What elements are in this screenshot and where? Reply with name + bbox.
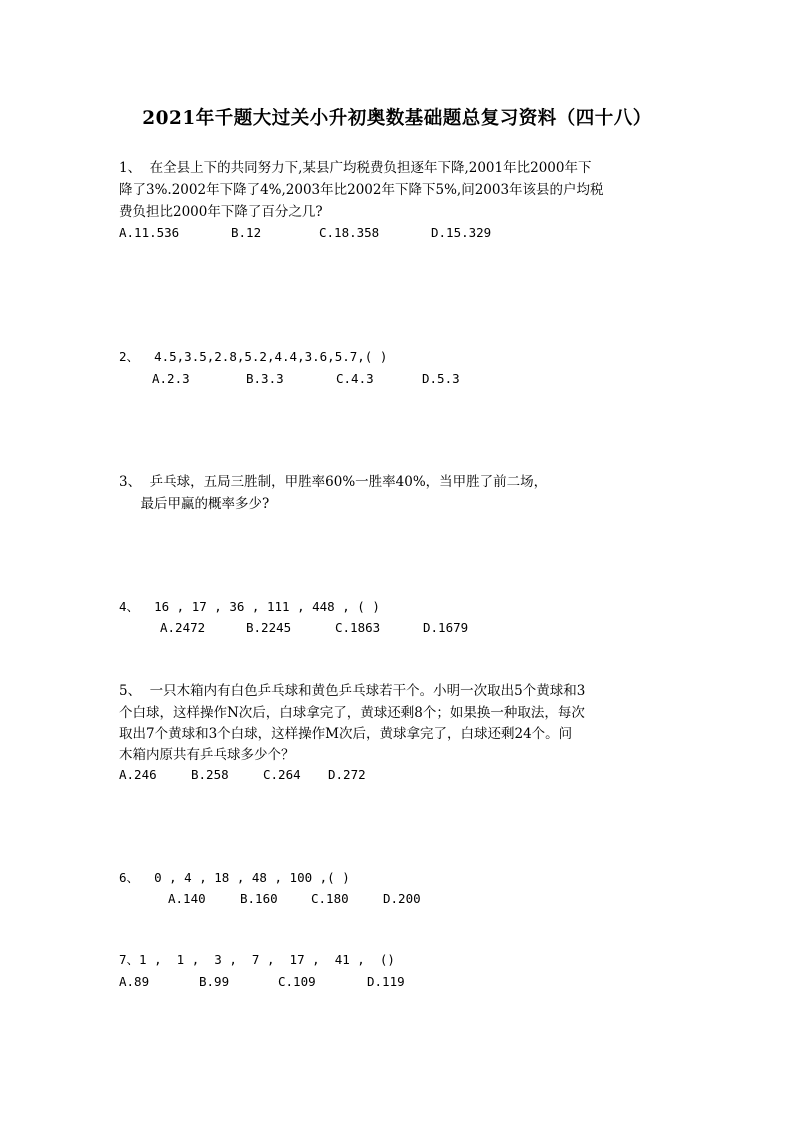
option-d: D.119: [367, 974, 405, 989]
option-a: A.246: [119, 767, 157, 782]
question-4-stem: 4、 16 , 17 , 36 , 111 , 448 , ( ): [119, 599, 380, 614]
option-a: A.2.3: [152, 371, 190, 386]
option-b: B.12: [231, 225, 262, 240]
option-c: C.4.3: [336, 371, 374, 386]
question-5-line-4: 木箱内原共有乒乓球多少个？: [119, 747, 295, 763]
option-a: A.11.536: [119, 225, 180, 240]
option-a: A.2472: [160, 620, 206, 635]
option-c: C.1863: [335, 620, 381, 635]
option-b: B.3.3: [246, 371, 284, 386]
option-a: A.89: [119, 974, 150, 989]
question-2-stem: 2、 4.5,3.5,2.8,5.2,4.4,3.6,5.7,( ): [119, 349, 388, 364]
question-6-stem: 6、 0 , 4 , 18 , 48 , 100 ,( ): [119, 870, 350, 885]
option-d: D.200: [383, 891, 421, 906]
option-d: D.5.3: [422, 371, 460, 386]
question-1-line-3: 费负担比2000年下降了百分之几?: [119, 204, 323, 220]
page-title: 2021年千题大过关小升初奥数基础题总复习资料（四十八）: [142, 108, 652, 129]
question-3-line-2: 最后甲赢的概率多少?: [119, 496, 270, 512]
question-1-line-1: 1、 在全县上下的共同努力下,某县广均税费负担逐年下降,2001年比2000年下: [119, 160, 592, 176]
option-b: B.258: [191, 767, 229, 782]
question-7-stem: 7、1 , 1 , 3 , 7 , 17 , 41 , (): [119, 952, 395, 967]
option-b: B.2245: [246, 620, 292, 635]
option-c: C.180: [311, 891, 349, 906]
option-b: B.99: [199, 974, 230, 989]
option-a: A.140: [168, 891, 206, 906]
option-c: C.264: [263, 767, 301, 782]
option-b: B.160: [240, 891, 278, 906]
question-5-line-3: 取出7个黄球和3个白球，这样操作M次后，黄球拿完了，白球还剩24个。问: [119, 726, 573, 742]
option-c: C.109: [278, 974, 316, 989]
option-d: D.272: [328, 767, 366, 782]
option-c: C.18.358: [319, 225, 380, 240]
question-5-line-1: 5、 一只木箱内有白色乒乓球和黄色乒乓球若干个。小明一次取出5个黄球和3: [119, 683, 586, 699]
question-1-line-2: 降了3%.2002年下降了4%,2003年比2002年下降下5%,问2003年该县的户均税: [119, 182, 604, 198]
option-d: D.15.329: [431, 225, 492, 240]
option-d: D.1679: [423, 620, 469, 635]
question-3-line-1: 3、 乒乓球，五局三胜制，甲胜率60%一胜率40%，当甲胜了前二场，: [119, 474, 548, 490]
question-5-line-2: 个白球，这样操作N次后，白球拿完了，黄球还剩8个；如果换一种取法，每次: [119, 705, 585, 721]
